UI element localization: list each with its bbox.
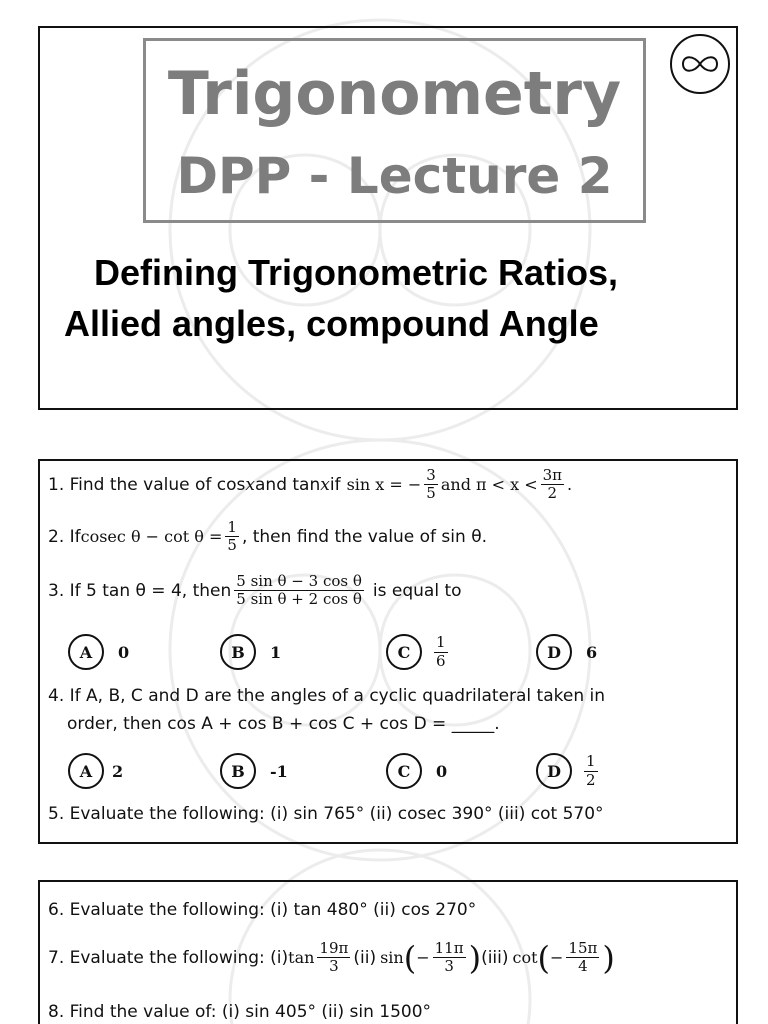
logo [670, 34, 730, 94]
page-title: Trigonometry [167, 59, 622, 129]
q7-paren-close-2: ) [602, 938, 615, 977]
q7-paren-close-1: ) [468, 938, 482, 977]
q4-option-a[interactable] [68, 753, 123, 789]
option-fraction [584, 753, 598, 789]
q1-text-b: and tan [255, 474, 321, 495]
option-frac-num: 1 [586, 752, 596, 771]
q7-frac2-den: 3 [444, 957, 454, 976]
question-4-line-2: order, then cos A + cos B + cos C + cos D = _____. [67, 714, 500, 734]
q3-option-a[interactable] [68, 634, 129, 670]
q3-option-d[interactable] [536, 634, 597, 670]
q2-frac-den: 5 [227, 536, 237, 555]
q7-paren-open-1: ( [403, 938, 417, 977]
question-8: 8. Find the value of: (i) sin 405° (ii) sin 1500° [48, 1002, 432, 1022]
q2-text-a: 2. If [48, 526, 81, 547]
q4-option-d[interactable] [536, 753, 601, 789]
q7-frac3-den: 4 [578, 957, 588, 976]
option-value: 2 [112, 761, 124, 781]
q3-frac-den: 5 sin θ + 2 cos θ [236, 590, 362, 609]
q1-fraction-2 [541, 467, 564, 503]
q7-math-c: cot [512, 948, 538, 968]
question-5: 5. Evaluate the following: (i) sin 765° (ii) cosec 390° (iii) cot 570° [48, 804, 604, 824]
option-label: A [68, 753, 104, 789]
header-card [38, 26, 738, 410]
question-6: 6. Evaluate the following: (i) tan 480° (ii) cos 270° [48, 900, 477, 920]
q4-option-c[interactable] [386, 753, 447, 789]
q1-fraction-1 [424, 467, 438, 503]
option-value: 1 [270, 642, 282, 662]
q7-minus-1: − [416, 948, 430, 968]
q7-text-a: 7. Evaluate the following: (i) [48, 947, 289, 968]
question-card-2 [38, 880, 738, 1024]
q7-frac2-num: 11π [434, 939, 464, 957]
q1-math-b: and π < x < [440, 475, 538, 495]
question-4-line-1: 4. If A, B, C and D are the angles of a cyclic quadrilateral taken in [48, 686, 606, 706]
q7-fraction-2 [433, 940, 466, 976]
q3-text-b: is equal to [372, 580, 462, 601]
page-subtitle: DPP - Lecture 2 [176, 147, 613, 205]
q2-fraction [225, 519, 239, 555]
option-label: B [220, 634, 256, 670]
option-fraction [434, 634, 448, 670]
option-frac-den: 2 [586, 770, 596, 789]
question-1 [48, 467, 572, 503]
q1-math-end: . [567, 475, 573, 495]
topic-line-2: Allied angles, compound Angle [64, 303, 599, 344]
q2-text-b: , then find the value of sin θ. [241, 526, 487, 547]
option-label: D [536, 634, 572, 670]
option-value: 0 [118, 642, 130, 662]
q7-frac3-num: 15π [568, 939, 598, 957]
option-value: 6 [586, 642, 598, 662]
q1-var-x: x [245, 474, 255, 495]
q3-fraction [234, 573, 364, 609]
q7-paren-open-2: ( [537, 938, 551, 977]
option-label: D [536, 753, 572, 789]
question-2 [48, 519, 487, 555]
option-frac-num: 1 [436, 633, 446, 652]
q7-fraction-3 [566, 940, 599, 976]
q7-fraction-1 [317, 940, 350, 976]
q2-frac-num: 1 [227, 518, 237, 536]
q2-math-a: cosec θ − cot θ = [80, 527, 223, 547]
q1-frac2-num: 3π [542, 466, 563, 484]
q7-text-c: (iii) [481, 947, 509, 968]
q3-option-b[interactable] [220, 634, 281, 670]
title-box [143, 38, 646, 223]
q1-math-a: sin x = − [346, 475, 422, 495]
topic-line-1: Defining Trigonometric Ratios, [94, 252, 619, 293]
q1-var-x2: x [320, 474, 330, 495]
q7-frac1-num: 19π [319, 939, 349, 957]
option-label: B [220, 753, 256, 789]
q3-option-c[interactable] [386, 634, 451, 670]
option-label: C [386, 753, 422, 789]
question-7 [48, 940, 615, 976]
q7-minus-2: − [550, 948, 564, 968]
q1-text-a: 1. Find the value of cos [48, 474, 246, 495]
option-value: -1 [270, 761, 288, 781]
q1-frac1-num: 3 [426, 466, 436, 484]
q4-option-b[interactable] [220, 753, 288, 789]
q3-text-a: 3. If 5 tan θ = 4, then [48, 580, 232, 601]
q1-frac1-den: 5 [426, 484, 436, 503]
q7-text-b: (ii) [353, 947, 377, 968]
q1-frac2-den: 2 [547, 484, 558, 503]
option-label: A [68, 634, 104, 670]
question-3 [48, 573, 462, 609]
infinity-icon [678, 52, 722, 76]
q7-math-b: sin [380, 948, 404, 968]
q1-text-c: if [329, 474, 341, 495]
q7-frac1-den: 3 [329, 957, 339, 976]
option-value: 0 [436, 761, 448, 781]
option-frac-den: 6 [436, 651, 446, 670]
q7-math-a: tan [288, 948, 315, 968]
question-card-1 [38, 459, 738, 844]
option-label: C [386, 634, 422, 670]
q3-frac-num: 5 sin θ − 3 cos θ [236, 572, 362, 590]
